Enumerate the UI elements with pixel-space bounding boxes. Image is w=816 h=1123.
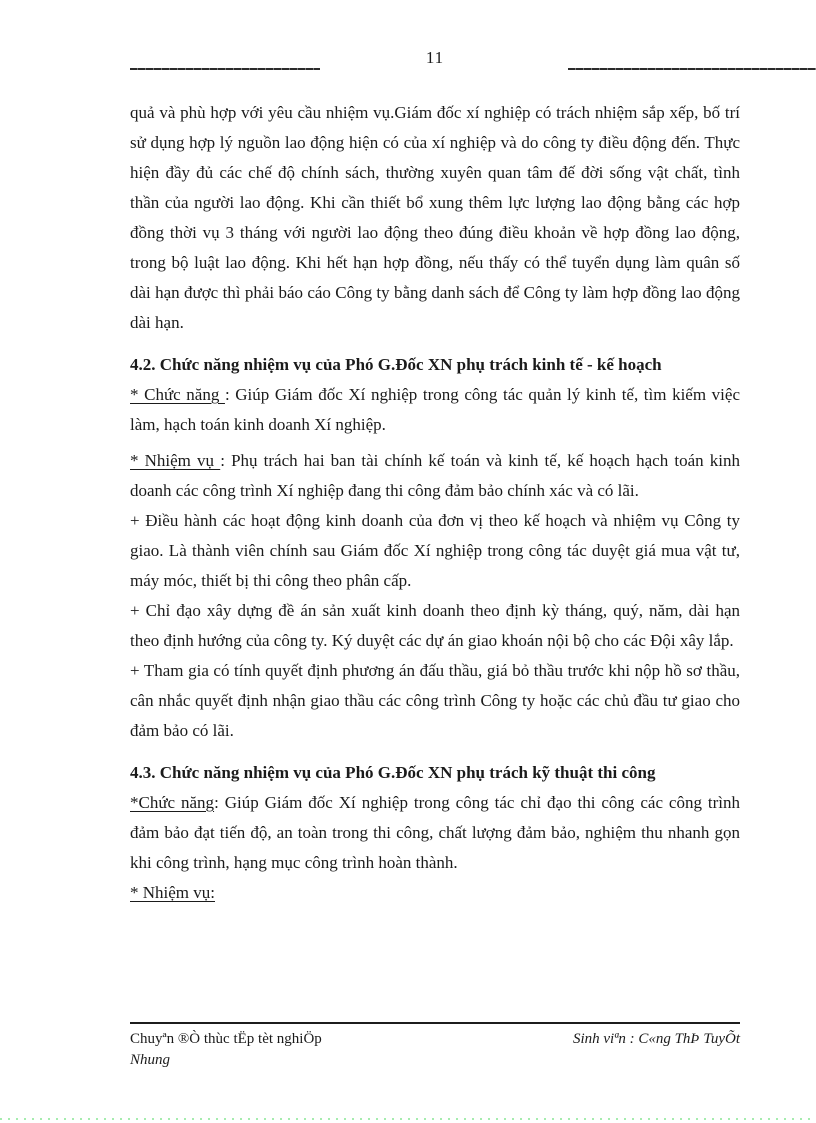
footer-row: [130, 1029, 740, 1050]
paragraph-duty-item-1: + Điều hành các hoạt động kinh doanh của đơn vị theo kế hoạch và nhiệm vụ Công ty giao. Là thành viên chính sau Giám đốc Xí nghiệp trong công tác duyệt giá mua vật tư, máy móc, thiết bị thi công theo phân cấp.: [130, 511, 740, 590]
footer-rule: [130, 1022, 740, 1024]
paragraph-duty-4-3: [130, 878, 740, 908]
paragraph-text: : Giúp Giám đốc Xí nghiệp trong công tác quản lý kinh tế, tìm kiếm việc làm, hạch toán kinh doanh Xí nghiệp.: [130, 385, 740, 434]
header-rule-left: [130, 68, 320, 70]
paragraph-duty-item-2: + Chỉ đạo xây dựng đề án sản xuất kinh doanh theo định kỳ tháng, quý, năm, dài hạn theo định hướng của công ty. Ký duyệt các dự án giao khoán nội bộ cho các Đội xây lắp.: [130, 601, 740, 650]
paragraph-function-4-2: [130, 380, 740, 440]
footer-right-text: Sinh viªn : C«ng ThÞ TuyÕt: [572, 1031, 740, 1047]
underlined-lead: * Nhiệm vụ:: [130, 883, 215, 902]
paragraph-duty-4-2: [130, 446, 740, 506]
underlined-lead: * Chức năng: [130, 385, 225, 404]
footer-left-text: Chuyªn ®Ò thùc tËp tèt nghiÖp: [130, 1031, 322, 1047]
paragraph-text: : Phụ trách hai ban tài chính kế toán và kinh tế, kế hoạch hạch toán kinh doanh các công trình Xí nghiệp đang thi công đảm bảo chính xác và có lãi.: [130, 451, 740, 500]
paragraph-text: : Giúp Giám đốc Xí nghiệp trong công tác chỉ đạo thi công các công trình đảm bảo đạt tiến độ, an toàn trong thi công, chất lượng đảm bảo, nghiệm thu nhanh gọn khi công trình, hạng mục công trình hoàn thành.: [130, 793, 740, 872]
section-heading-4-3: 4.3. Chức năng nhiệm vụ của Phó G.Đốc XN phụ trách kỹ thuật thi công: [130, 763, 656, 782]
document-body: [130, 98, 740, 908]
bottom-dotted-line: [0, 1118, 816, 1120]
underlined-lead: *Chức năng: [130, 793, 215, 812]
section-heading-4-2: 4.2. Chức năng nhiệm vụ của Phó G.Đốc XN phụ trách kinh tế - kế hoạch: [130, 355, 662, 374]
paragraph-duty-item-3: + Tham gia có tính quyết định phương án đấu thầu, giá bỏ thầu trước khi nộp hồ sơ thầu, cân nhắc quyết định nhận giao thầu các công trình Công ty hoặc các chủ đầu tư giao cho đảm bảo có lãi.: [130, 661, 740, 740]
header-rule-right: [568, 68, 816, 70]
paragraph-function-4-3: [130, 788, 740, 878]
page-footer: [130, 1022, 740, 1071]
underlined-lead: * Nhiệm vụ: [130, 451, 221, 470]
page-number: 11: [425, 48, 445, 67]
footer-wrap-text: Nhung: [130, 1052, 171, 1068]
paragraph-intro: quả và phù hợp với yêu cầu nhiệm vụ.Giám đốc xí nghiệp có trách nhiệm sắp xếp, bố trí sử dụng hợp lý nguồn lao động hiện có của xí nghiệp và do công ty điều động đến. Thực hiện đầy đủ các chế độ chính sách, thường xuyên quan tâm đế đời sống vật chất, tình thần của người lao động. Khi cần thiết bổ xung thêm lực lượng lao động bằng các hợp đồng thời vụ 3 tháng với người lao động theo đúng điều khoản về hợp đồng lao động, trong bộ luật lao động. Khi hết hạn hợp đồng, nếu thấy có thể tuyển dụng làm quân số dài hạn được thì phải báo cáo Công ty bằng danh sách để Công ty làm hợp đồng lao động dài hạn.: [130, 103, 740, 332]
page-header: [0, 46, 816, 76]
